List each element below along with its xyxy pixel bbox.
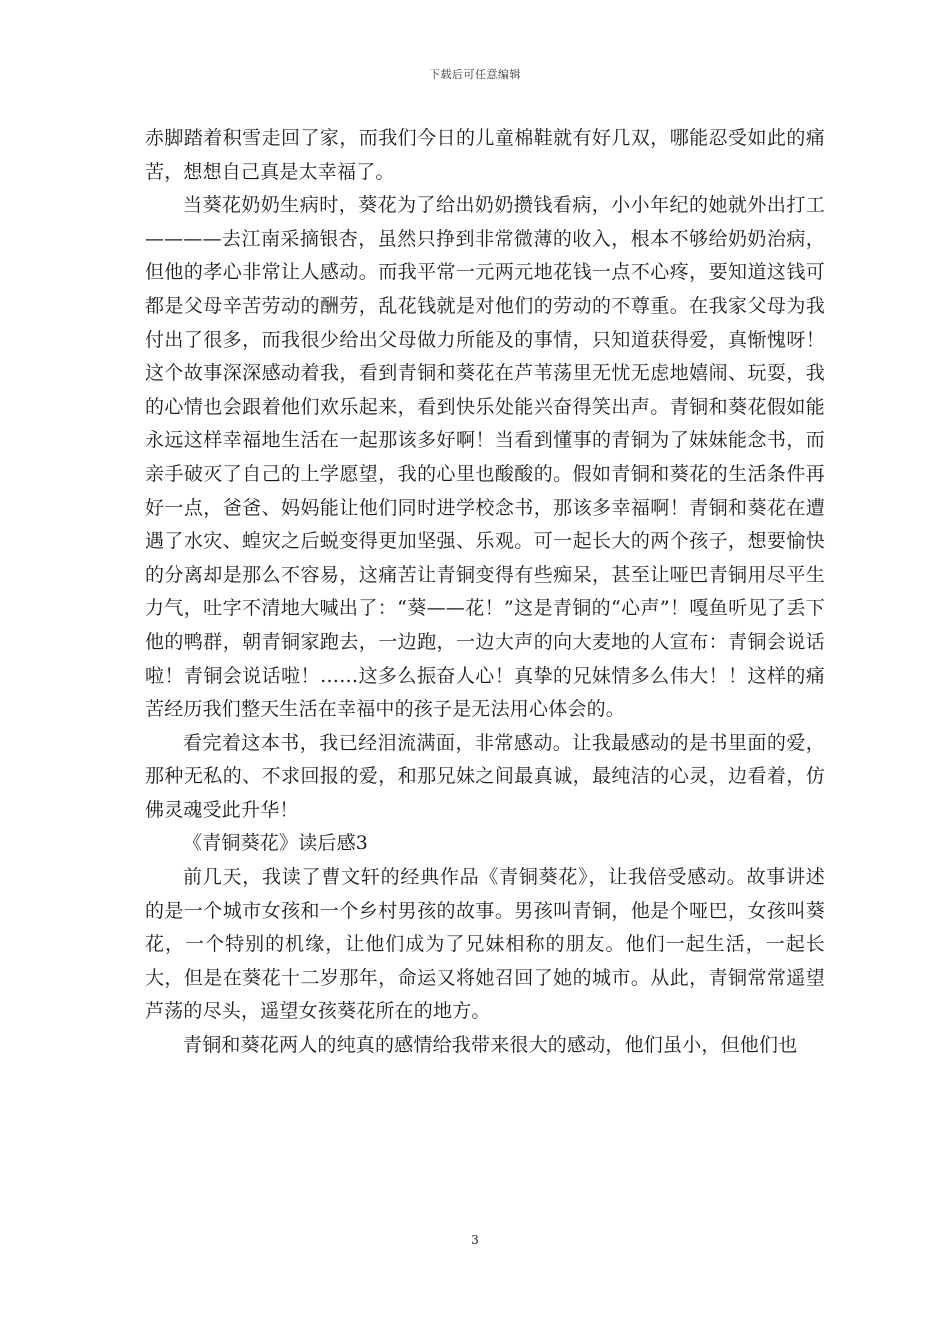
paragraph-after-reading: 看完着这本书，我已经泪流满面，非常感动。让我最感动的是书里面的爱，那种无私的、不求回报的爱，和那兄妹之间最真诚，最纯洁的心灵，边看着，仿佛灵魂受此升华！ — [145, 731, 825, 821]
paragraph-pure-emotion: 青铜和葵花两人的纯真的感情给我带来很大的感动，他们虽小，但他们也 — [183, 1034, 798, 1057]
page-number: 3 — [471, 1233, 479, 1247]
document-body — [145, 122, 825, 1063]
paragraph-sunflower-grandma: 当葵花奶奶生病时，葵花为了给出奶奶攒钱看病，小小年纪的她就外出打工————去江南采摘银杏，虽然只挣到非常微薄的收入，根本不够给奶奶治病，但他的孝心非常让人感动。而我平常一元两元地花钱一点不心疼，要知道这钱可都是父母辛苦劳动的酬劳，乱花钱就是对他们的劳动的不尊重。在我家父母为我付出了很多，而我很少给出父母做力所能及的事情，只知道获得爱，真惭愧呀！这个故事深深感动着我，看到青铜和葵花在芦苇荡里无忧无虑地嬉闹、玩耍，我的心情也会跟着他们欢乐起来，看到快乐处能兴奋得笑出声。青铜和葵花假如能永远这样幸福地生活在一起那该多好啊！当看到懂事的青铜为了妹妹能念书，而亲手破灭了自己的上学愿望，我的心里也酸酸的。假如青铜和葵花的生活条件再好一点，爸爸、妈妈能让他们同时进学校念书，那该多幸福啊！青铜和葵花在遭遇了水灾、蝗灾之后蜕变得更加坚强、乐观。可一起长大的两个孩子，想要愉快的分离却是那么不容易，这痛苦让青铜变得有些痴呆，甚至让哑巴青铜用尽平生力气，吐字不清地大喊出了：“葵——花！”这是青铜的“心声”！嘎鱼听见了丢下他的鸭群，朝青铜家跑去，一边跑，一边大声的向大麦地的人宣布：青铜会说话啦！青铜会说话啦！……这多么振奋人心！真挚的兄妹情多么伟大！！这样的痛苦经历我们整天生活在幸福中的孩子是无法用心体会的。 — [145, 194, 825, 721]
paragraph-story-intro: 前几天，我读了曹文轩的经典作品《青铜葵花》，让我倍受感动。故事讲述的是一个城市女孩和一个乡村男孩的故事。男孩叫青铜，他是个哑巴，女孩叫葵花，一个特别的机缘，让他们成为了兄妹相称的朋友。他们一起生活，一起长大，但是在葵花十二岁那年，命运又将她召回了她的城市。从此，青铜常常遥望芦荡的尽头，遥望女孩葵花所在的地方。 — [145, 866, 825, 1023]
page-header: 下载后可任意编辑 — [429, 68, 521, 81]
section-title: 《青铜葵花》读后感3 — [183, 832, 369, 855]
paragraph-continuation: 赤脚踏着积雪走回了家，而我们今日的儿童棉鞋就有好几双，哪能忍受如此的痛苦，想想自己真是太幸福了。 — [145, 127, 825, 183]
